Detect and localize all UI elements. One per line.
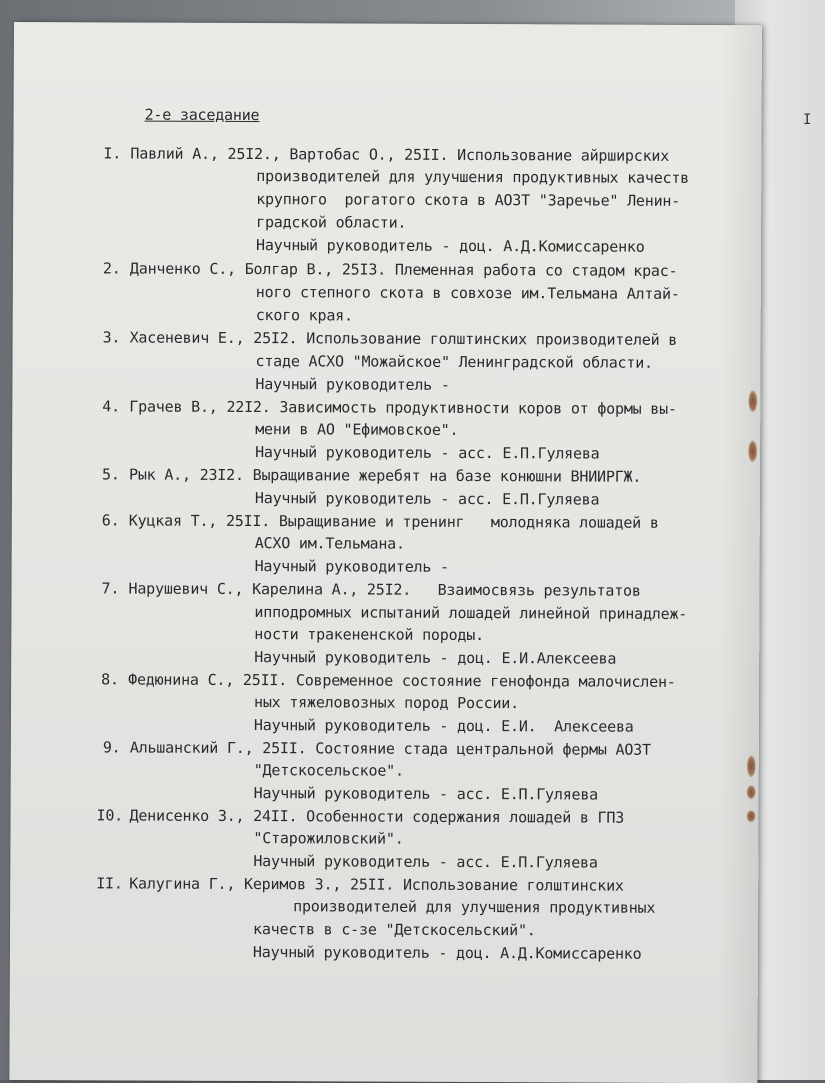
entry-line: АСХО им.Тельмана. bbox=[254, 534, 405, 553]
entry-number: 5. bbox=[101, 465, 120, 484]
entry-number: II. bbox=[96, 874, 123, 893]
entry-number: 9. bbox=[102, 738, 121, 757]
supervisor-line: Научный руководитель - доц. Е.И. Алексеева bbox=[253, 716, 634, 736]
entry-number: 4. bbox=[102, 397, 121, 416]
entry-line: Калугина Г., Керимов З., 25II. Использование голштинских bbox=[129, 874, 624, 895]
session-heading: 2-е заседание bbox=[144, 105, 260, 125]
entry-line: ского края. bbox=[255, 306, 353, 325]
supervisor-line: Научный руководитель - доц. Е.И.Алексеева bbox=[254, 648, 617, 668]
rust-stain bbox=[747, 785, 756, 799]
entry-line: ности тракененской породы. bbox=[254, 625, 484, 645]
entry-line: ных тяжеловозных пород России. bbox=[253, 693, 520, 713]
entry-line: крупного рогатого скота в АОЗТ "Заречье" Ленин- bbox=[256, 190, 681, 210]
rust-stain bbox=[747, 810, 756, 822]
rust-stain bbox=[748, 390, 757, 412]
supervisor-line: Научный руководитель - доц. А.Д.Комиссаренко bbox=[255, 236, 645, 256]
entry-line: Данченко С., Болгар В., 25I3. Племенная работа со стадом крас- bbox=[129, 259, 678, 280]
entry-line: мени в АО "Ефимовское". bbox=[255, 420, 459, 439]
entry-line: качеств в с-зе "Детскосельский". bbox=[253, 920, 536, 940]
document-page bbox=[9, 22, 762, 1083]
entry-line: Нарушевич С., Карелина А., 25I2. Взаимосвязь результатов bbox=[128, 579, 641, 600]
entry-line: Федюнина С., 25II. Современное состояние генофонда малочислен- bbox=[128, 670, 676, 691]
entry-line: Павлий А., 25I2., Вартобас О., 25II. Использование айрширских bbox=[130, 144, 670, 165]
entry-line: производителей для улучшения продуктивных bbox=[293, 897, 656, 917]
entry-line: Хасеневич Е., 25I2. Использование голштинских производителей в bbox=[129, 328, 678, 349]
entry-line: Рык А., 23I2. Выращивание жеребят на базе конюшни ВНИИРГЖ. bbox=[128, 465, 642, 486]
document-body bbox=[14, 22, 762, 963]
entry-line: ипподромных испытаний лошадей линейной принадлеж- bbox=[254, 603, 688, 623]
entry-line: Альшанский Г., 25II. Состояние стада центральной фермы АОЗТ bbox=[129, 738, 651, 759]
entry-line: Куцкая Т., 25II. Выращивание и тренинг молодняка лошадей в bbox=[128, 511, 659, 532]
rust-stain bbox=[748, 440, 757, 462]
entry-line: стаде АСХО "Можайское" Ленинградской области. bbox=[255, 352, 653, 372]
entry-line: производителей для улучшения продуктивных качеств bbox=[256, 167, 690, 187]
supervisor-line: Научный руководитель - асс. Е.П.Гуляева bbox=[255, 443, 600, 463]
rust-stain bbox=[747, 755, 756, 777]
entry-number: 8. bbox=[101, 670, 119, 689]
supervisor-line: Научный руководитель - асс. Е.П.Гуляева bbox=[253, 852, 598, 872]
supervisor-line: Научный руководитель - асс. Е.П.Гуляева bbox=[254, 489, 600, 509]
entry-number: 3. bbox=[102, 328, 121, 347]
supervisor-line: Научный руководитель - доц. А.Д.Комиссаренко bbox=[252, 943, 642, 963]
entry-number: I. bbox=[103, 144, 122, 163]
entry-line: ного степного скота в совхозе им.Тельмана Алтай- bbox=[255, 283, 680, 303]
entry-number: 2. bbox=[102, 259, 121, 278]
supervisor-line: Научный руководитель - bbox=[254, 557, 449, 576]
supervisor-line: Научный руководитель - bbox=[255, 375, 450, 394]
entry-line: "Старожиловский". bbox=[253, 829, 404, 848]
entry-number: I0. bbox=[96, 806, 124, 825]
back-page-mark: I bbox=[803, 112, 812, 128]
entry-line: "Детскосельское". bbox=[253, 761, 404, 780]
entry-line: Грачев В., 22I2. Зависимость продуктивности коров от формы вы- bbox=[129, 397, 677, 418]
entry-line: Денисенко З., 24II. Особенности содержания лошадей в ГПЗ bbox=[129, 806, 625, 827]
entry-number: 6. bbox=[101, 511, 120, 530]
entry-line: градской области. bbox=[256, 213, 407, 232]
entry-number: 7. bbox=[101, 579, 120, 598]
supervisor-line: Научный руководитель - асс. Е.П.Гуляева bbox=[253, 784, 599, 804]
